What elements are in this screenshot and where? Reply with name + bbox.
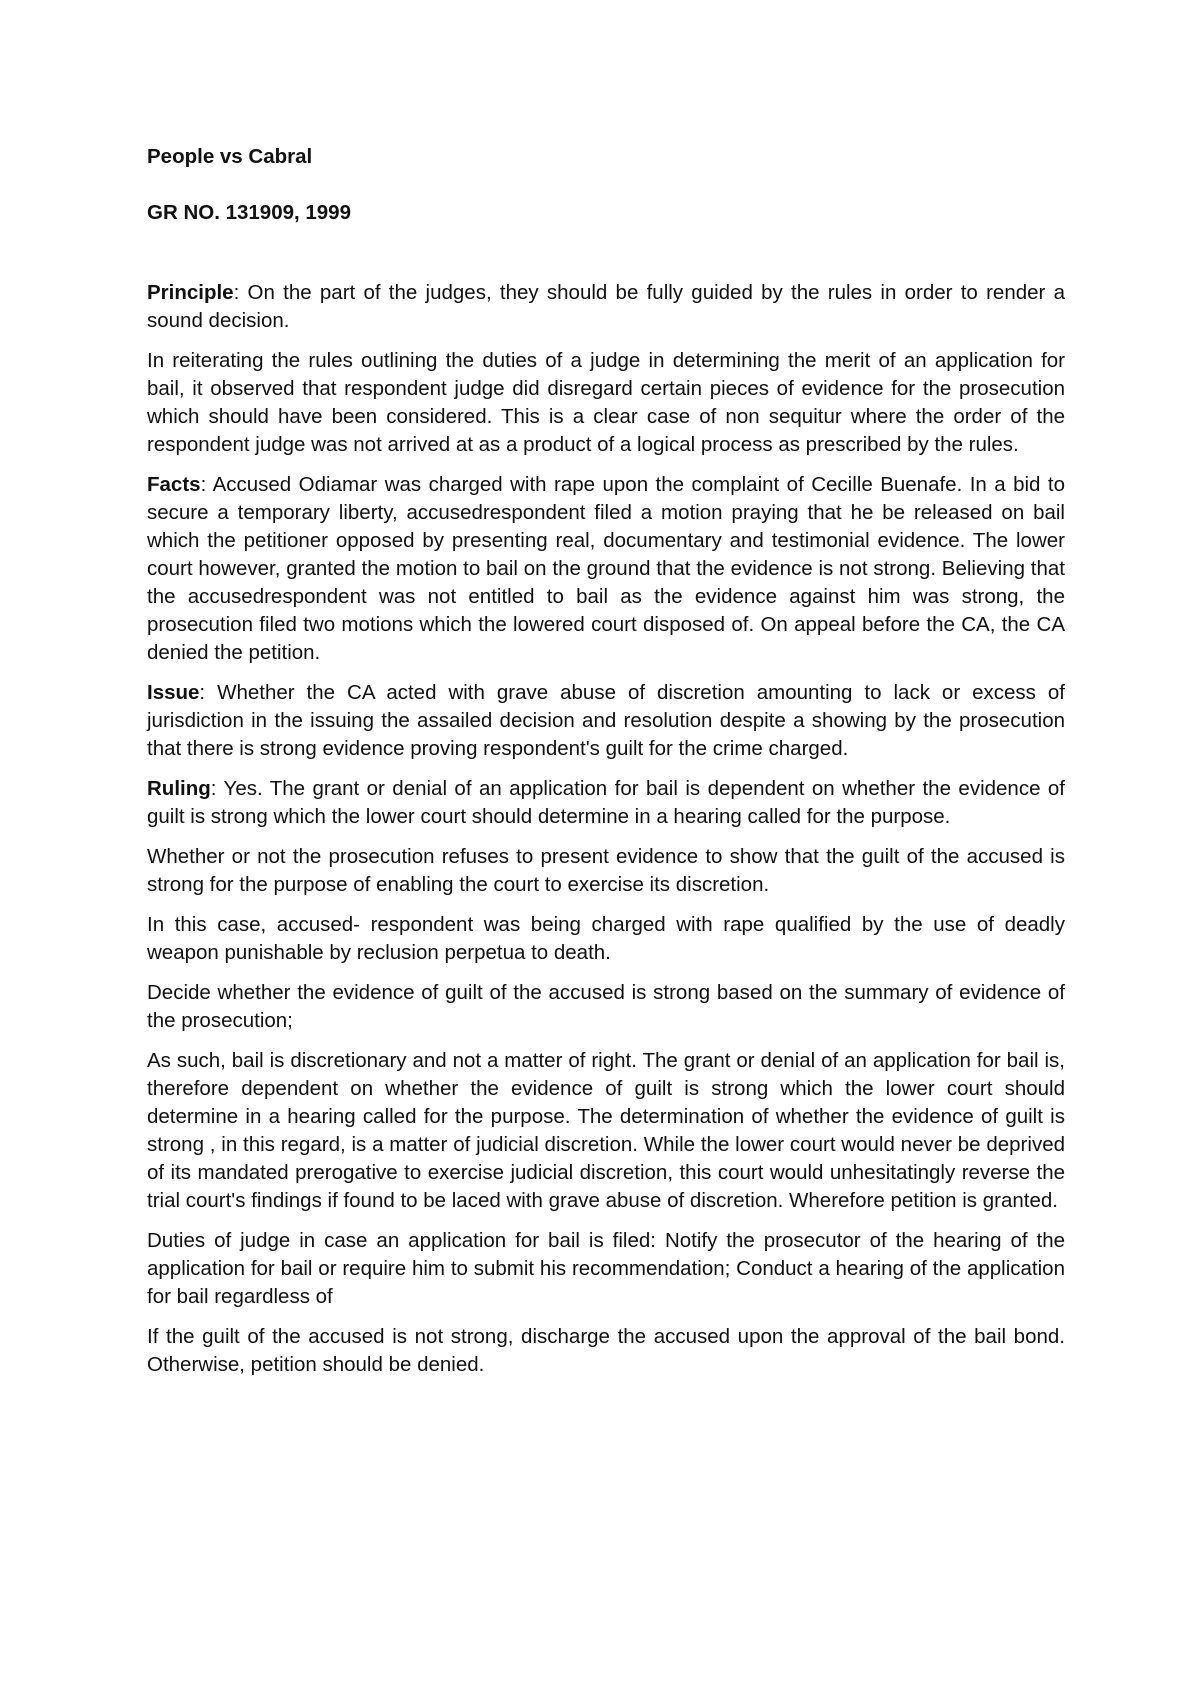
paragraph (147, 347, 1065, 459)
paragraph-text: If the guilt of the accused is not strong, discharge the accused upon the approval of the bail bond. Otherwise, petition should be denied. (147, 1325, 1065, 1376)
paragraph-issue (147, 679, 1065, 763)
paragraph-text: Whether or not the prosecution refuses to present evidence to show that the guilt of the accused is strong for the purpose of enabling the court to exercise its discretion. (147, 845, 1065, 896)
paragraph-text: In this case, accused- respondent was being charged with rape qualified by the use of deadly weapon punishable by reclusion perpetua to death. (147, 913, 1065, 964)
document-title: People vs Cabral (147, 145, 313, 168)
paragraph-label: Facts (147, 473, 201, 496)
paragraph (147, 1047, 1065, 1215)
paragraph-label: Ruling (147, 777, 211, 800)
paragraph (147, 843, 1065, 899)
paragraph-text: Whether the CA acted with grave abuse of discretion amounting to lack or excess of jurisdiction in the issuing the assailed decision and resolution despite a showing by the prosecution that there is strong evidence proving respondent's guilt for the crime charged. (147, 681, 1065, 760)
paragraph-ruling (147, 775, 1065, 831)
case-number: GR NO. 131909, 1999 (147, 201, 351, 224)
paragraph-text: Accused Odiamar was charged with rape upon the complaint of Cecille Buenafe. In a bid to secure a temporary liberty, accusedrespondent filed a motion praying that he be released on bail which the petitioner opposed by presenting real, documentary and testimonial evidence. The lower court however, granted the motion to bail on the ground that the evidence is not strong. Believing that the accusedrespondent was not entitled to bail as the evidence against him was strong, the prosecution filed two motions which the lowered court disposed of. On appeal before the CA, the CA denied the petition. (147, 473, 1065, 664)
label-separator: : (200, 473, 213, 496)
paragraph-text: Decide whether the evidence of guilt of the accused is strong based on the summary of evidence of the prosecution; (147, 981, 1065, 1032)
paragraph-principle (147, 279, 1065, 335)
paragraph-facts (147, 471, 1065, 667)
paragraph-text: Duties of judge in case an application for bail is filed: Notify the prosecutor of the hearing of the application for bail or require him to submit his recommendation; Conduct a hearing of the application for bail regardless of (147, 1229, 1065, 1308)
paragraph (147, 1227, 1065, 1311)
label-separator: : (233, 281, 248, 304)
label-separator: : (199, 681, 218, 704)
paragraph-text: As such, bail is discretionary and not a matter of right. The grant or denial of an application for bail is, therefore dependent on whether the evidence of guilt is strong which the lower court should determine in a hearing called for the purpose. The determination of whether the evidence of guilt is strong , in this regard, is a matter of judicial discretion. While the lower court would never be deprived of its mandated prerogative to exercise judicial discretion, this court would unhesitatingly reverse the trial court's findings if found to be laced with grave abuse of discretion. Wherefore petition is granted. (147, 1049, 1065, 1212)
paragraph-label: Issue (147, 681, 200, 704)
paragraph (147, 979, 1065, 1035)
paragraph-text: In reiterating the rules outlining the duties of a judge in determining the merit of an application for bail, it observed that respondent judge did disregard certain pieces of evidence for the prosecution which should have been considered. This is a clear case of non sequitur where the order of the respondent judge was not arrived at as a product of a logical process as prescribed by the rules. (147, 349, 1065, 456)
label-separator: : (210, 777, 224, 800)
paragraph (147, 911, 1065, 967)
paragraph-label: Principle (147, 281, 234, 304)
paragraph (147, 1323, 1065, 1379)
paragraph-text: Yes. The grant or denial of an application for bail is dependent on whether the evidence of guilt is strong which the lower court should determine in a hearing called for the purpose. (147, 777, 1066, 828)
paragraph-text: On the part of the judges, they should be fully guided by the rules in order to render a sound decision. (147, 281, 1065, 332)
